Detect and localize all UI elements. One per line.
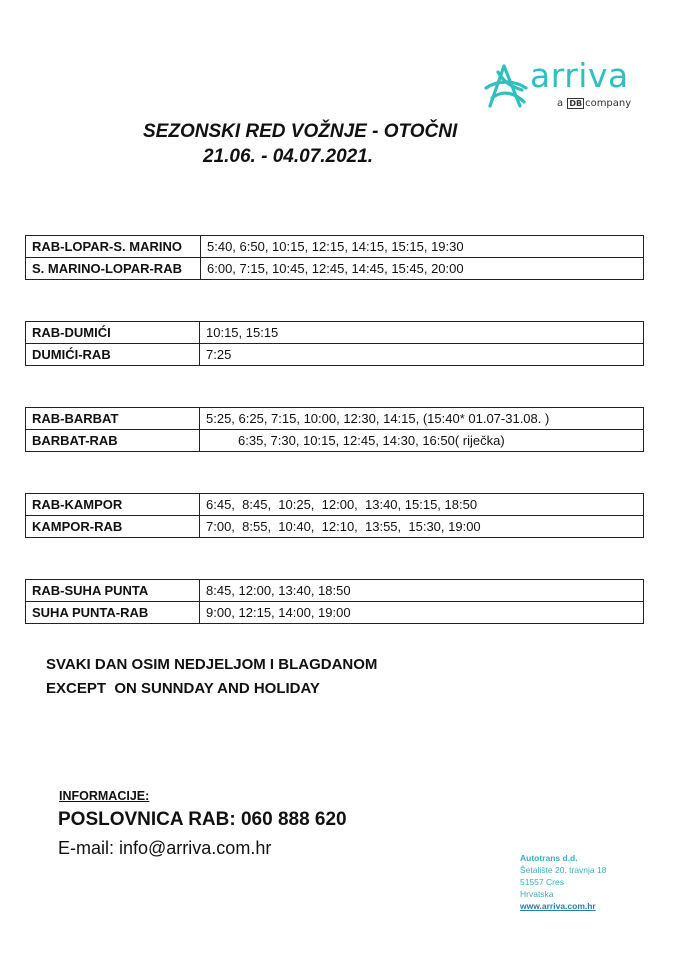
departure-times: 6:35, 7:30, 10:15, 12:45, 14:30, 16:50( riječka) [200, 430, 644, 452]
brand-name: arriva [530, 56, 629, 95]
country: Hrvatska [520, 889, 554, 899]
company-address [520, 852, 606, 912]
departure-times: 8:45, 12:00, 13:40, 18:50 [200, 580, 644, 602]
phone-number: POSLOVNICA RAB: 060 888 620 [58, 809, 347, 830]
table-row [26, 494, 644, 516]
timetable-dumici [25, 321, 644, 366]
timetable-suha-punta [25, 579, 644, 624]
table-row [26, 322, 644, 344]
route-name: RAB-KAMPOR [26, 494, 200, 516]
timetable-lopar [25, 235, 644, 280]
route-name: RAB-LOPAR-S. MARINO [26, 236, 201, 258]
route-name: SUHA PUNTA-RAB [26, 602, 200, 624]
table-row [26, 516, 644, 538]
route-name: RAB-BARBAT [26, 408, 200, 430]
email-address: E-mail: info@arriva.com.hr [58, 838, 272, 858]
route-name: BARBAT-RAB [26, 430, 200, 452]
route-name: RAB-SUHA PUNTA [26, 580, 200, 602]
notice-english: EXCEPT ON SUNNDAY AND HOLIDAY [46, 680, 320, 697]
route-name: DUMIĆI-RAB [26, 344, 200, 366]
timetable-barbat [25, 407, 644, 452]
departure-times: 6:45, 8:45, 10:25, 12:00, 13:40, 15:15, 18:50 [200, 494, 644, 516]
tagline-suffix: company [585, 98, 632, 109]
page-title: SEZONSKI RED VOŽNJE - OTOČNI [143, 121, 458, 142]
date-range: 21.06. - 04.07.2021. [203, 146, 374, 167]
brand-tagline [557, 98, 631, 109]
arriva-logo [484, 56, 649, 117]
arriva-star-icon [484, 62, 528, 110]
info-label: INFORMACIJE: [59, 789, 150, 803]
street: Šetalište 20. travnja 18 [520, 865, 607, 875]
tagline-prefix: a [557, 98, 564, 109]
company-name: Autotrans d.d. [520, 853, 578, 863]
city: 51557 Cres [520, 877, 564, 887]
db-badge: DB [569, 99, 583, 108]
table-row [26, 430, 644, 452]
table-row [26, 602, 644, 624]
table-row [26, 580, 644, 602]
route-name: S. MARINO-LOPAR-RAB [26, 258, 201, 280]
departure-times: 7:00, 8:55, 10:40, 12:10, 13:55, 15:30, 19:00 [200, 516, 644, 538]
timetable-kampor [25, 493, 644, 538]
table-row [26, 236, 644, 258]
route-name: RAB-DUMIĆI [26, 322, 200, 344]
table-row [26, 258, 644, 280]
website-link[interactable]: www.arriva.com.hr [520, 901, 596, 911]
departure-times: 5:25, 6:25, 7:15, 10:00, 12:30, 14:15, (15:40* 01.07-31.08. ) [200, 408, 644, 430]
route-name: KAMPOR-RAB [26, 516, 200, 538]
notice-croatian: SVAKI DAN OSIM NEDJELJOM I BLAGDANOM [46, 656, 378, 673]
departure-times: 5:40, 6:50, 10:15, 12:15, 14:15, 15:15, 19:30 [201, 236, 644, 258]
departure-times: 10:15, 15:15 [200, 322, 644, 344]
departure-times: 9:00, 12:15, 14:00, 19:00 [200, 602, 644, 624]
table-row [26, 344, 644, 366]
table-row [26, 408, 644, 430]
departure-times: 7:25 [200, 344, 644, 366]
departure-times: 6:00, 7:15, 10:45, 12:45, 14:45, 15:45, 20:00 [201, 258, 644, 280]
